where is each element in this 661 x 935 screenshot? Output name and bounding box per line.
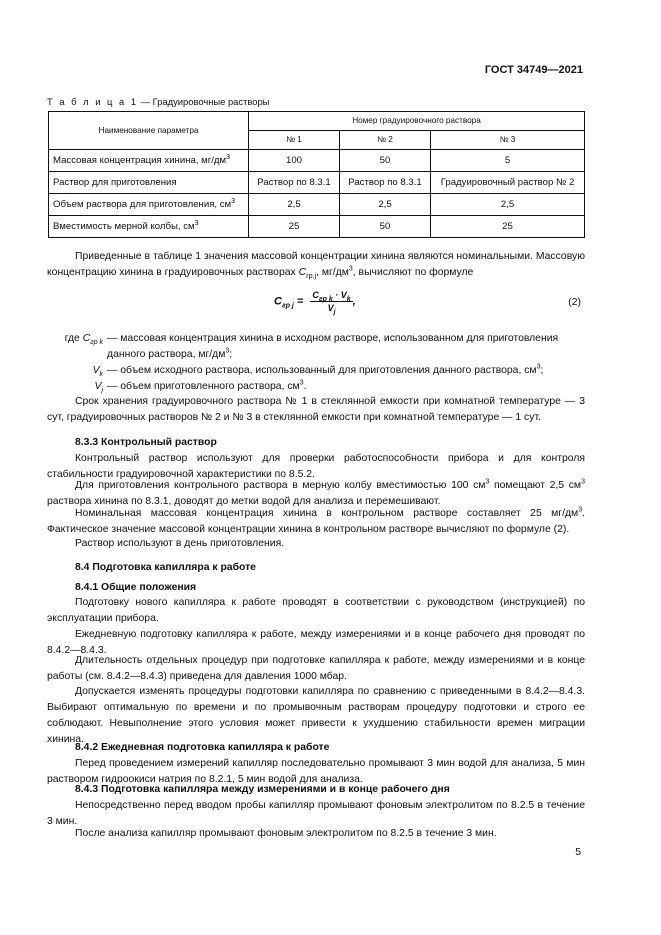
table-cell: 50: [340, 150, 431, 172]
table-row: [49, 150, 585, 172]
paragraph-13: После анализа капилляр промывают фоновым электролитом по 8.2.5 в течение 3 мин.: [75, 828, 497, 839]
table-cell: 5: [431, 150, 585, 172]
heading-8-3-3: 8.3.3 Контрольный раствор: [75, 437, 217, 448]
paragraph-10: Допускается изменять процедуры подготовки капилляра по сравнению с приведенными в 8.4.2—8.4.3. Выбирают оптимальную по времени и по промывочным растворам процедуру подготовки и строго ее соблюдают. Невыполнение этого условия может привести к ухудшению стабильности времен миграции хинина.: [47, 686, 585, 745]
table-col-header: № 1: [249, 131, 340, 150]
table-cell: Раствор по 8.3.1: [340, 172, 431, 194]
table-cell: 25: [431, 216, 585, 238]
paragraph-11: Перед проведением измерений капилляр последовательно промывают 3 мин водой для анализа, 5 мин раствором гидроокиси натрия по 8.2.1, 5 мин водой для анализа.: [47, 758, 585, 785]
heading-8-4-3: 8.4.3 Подготовка капилляра между измерениями и в конце рабочего дня: [75, 784, 450, 795]
paragraph-7: Подготовку нового капилляра к работе проводят в соответствии с руководством (инструкцией) по эксплуатации прибора.: [47, 597, 585, 624]
paragraph-9: Длительность отдельных процедур при подготовке капилляра к работе, между измерениями и в конце работы (см. 8.4.2—8.4.3) приведена для давления 1000 мбар.: [47, 655, 585, 682]
paragraph-5: Номинальная массовая концентрация хинина в контрольном растворе составляет 25 $мг/дм^3$. Фактическое значение массовой концентрации хинина в контрольном растворе вычисляют по формуле (2).: [47, 506, 585, 535]
table-caption-text: — Градуировочные растворы: [138, 96, 270, 107]
page-number: 5: [575, 847, 581, 858]
formula-2: $C_{гр j}$ = $\frac{C_{гр k} \cdot V_k}{V_j}$ ,: [274, 290, 356, 316]
row-name: Объем раствора для приготовления, $см^3$: [49, 194, 249, 216]
table-cell: 50: [340, 216, 431, 238]
paragraph-12: Непосредственно перед вводом пробы капилляр промывают фоновым электролитом по 8.2.5 в течение 3 мин.: [47, 800, 585, 827]
row-name: Вместимость мерной колбы, $см^3$: [49, 216, 249, 238]
heading-8-4-2: 8.4.2 Ежедневная подготовка капилляра к работе: [75, 742, 330, 753]
legend-item: $V_j$ — объем приготовленного раствора, $см^3$.: [94, 379, 307, 395]
table-col-header: № 3: [431, 131, 585, 150]
paragraph-8: Ежедневную подготовку капилляра к работе, между измерениями и в конце рабочего дня проводят по 8.4.2—8.4.3.: [47, 629, 585, 656]
heading-8-4-1: 8.4.1 Общие положения: [75, 582, 197, 593]
table-row: [49, 216, 585, 238]
table-head-param: Наименование параметра: [49, 112, 249, 150]
paragraph-3: Контрольный раствор используют для проверки работоспособности прибора и для контроля стабильности градуировочной характеристики по 8.5.2.: [47, 453, 585, 480]
calibration-table: [48, 111, 585, 238]
table-row: [49, 172, 585, 194]
table-cell: 25: [249, 216, 340, 238]
table-caption: [47, 94, 269, 110]
table-col-header: № 2: [340, 131, 431, 150]
paragraph-1: Приведенные в таблице 1 значения массовой концентрации хинина являются номинальными. Массовую концентрацию хинина в градуировочных растворах $C_{гр,j}$, $мг/дм^3$, вычисляют по формуле: [47, 251, 585, 281]
paragraph-2: Срок хранения градуировочного раствора № 1 в стеклянной емкости при комнатной температуре — 3 сут, градуировочных растворов № 2 и № 3 в стеклянной емкости при комнатной температуре — 1 сут.: [47, 396, 585, 423]
paragraph-6: Раствор используют в день приготовления.: [75, 538, 285, 549]
table-head-group: Номер градуировочного раствора: [249, 112, 585, 131]
table-row: [49, 194, 585, 216]
table-cell: 2,5: [340, 194, 431, 216]
formula-legend: [47, 331, 585, 395]
table-cell: Раствор по 8.3.1: [249, 172, 340, 194]
table-cell: 100: [249, 150, 340, 172]
row-name: Раствор для приготовления: [49, 172, 249, 194]
document-code: ГОСТ 34749—2021: [484, 64, 583, 76]
paragraph-4: Для приготовления контрольного раствора в мерную колбу вместимостью 100 $см^3$ помещают 2,5 $см^3$ раствора хинина по 8.3.1, доводят до метки водой для анализа и перемешивают.: [47, 478, 585, 507]
table-cell: Градуировочный раствор № 2: [431, 172, 585, 194]
row-name: Массовая концентрация хинина, $мг/дм^3$: [49, 150, 249, 172]
formula-number: (2): [568, 297, 581, 308]
legend-item: $V_k$ — объем исходного раствора, использованный для приготовления данного раствора, $см^3$;: [92, 363, 544, 379]
table-cell: 2,5: [431, 194, 585, 216]
heading-8-4: 8.4 Подготовка капилляра к работе: [75, 562, 256, 573]
table-cell: 2,5: [249, 194, 340, 216]
legend-item: где $C_{гр k}$ — массовая концентрация хинина в исходном растворе, использованном для приготовления данного раствора, $мг/дм^3$;: [64, 333, 559, 360]
table-caption-label: Т а б л и ц а 1: [47, 96, 139, 107]
